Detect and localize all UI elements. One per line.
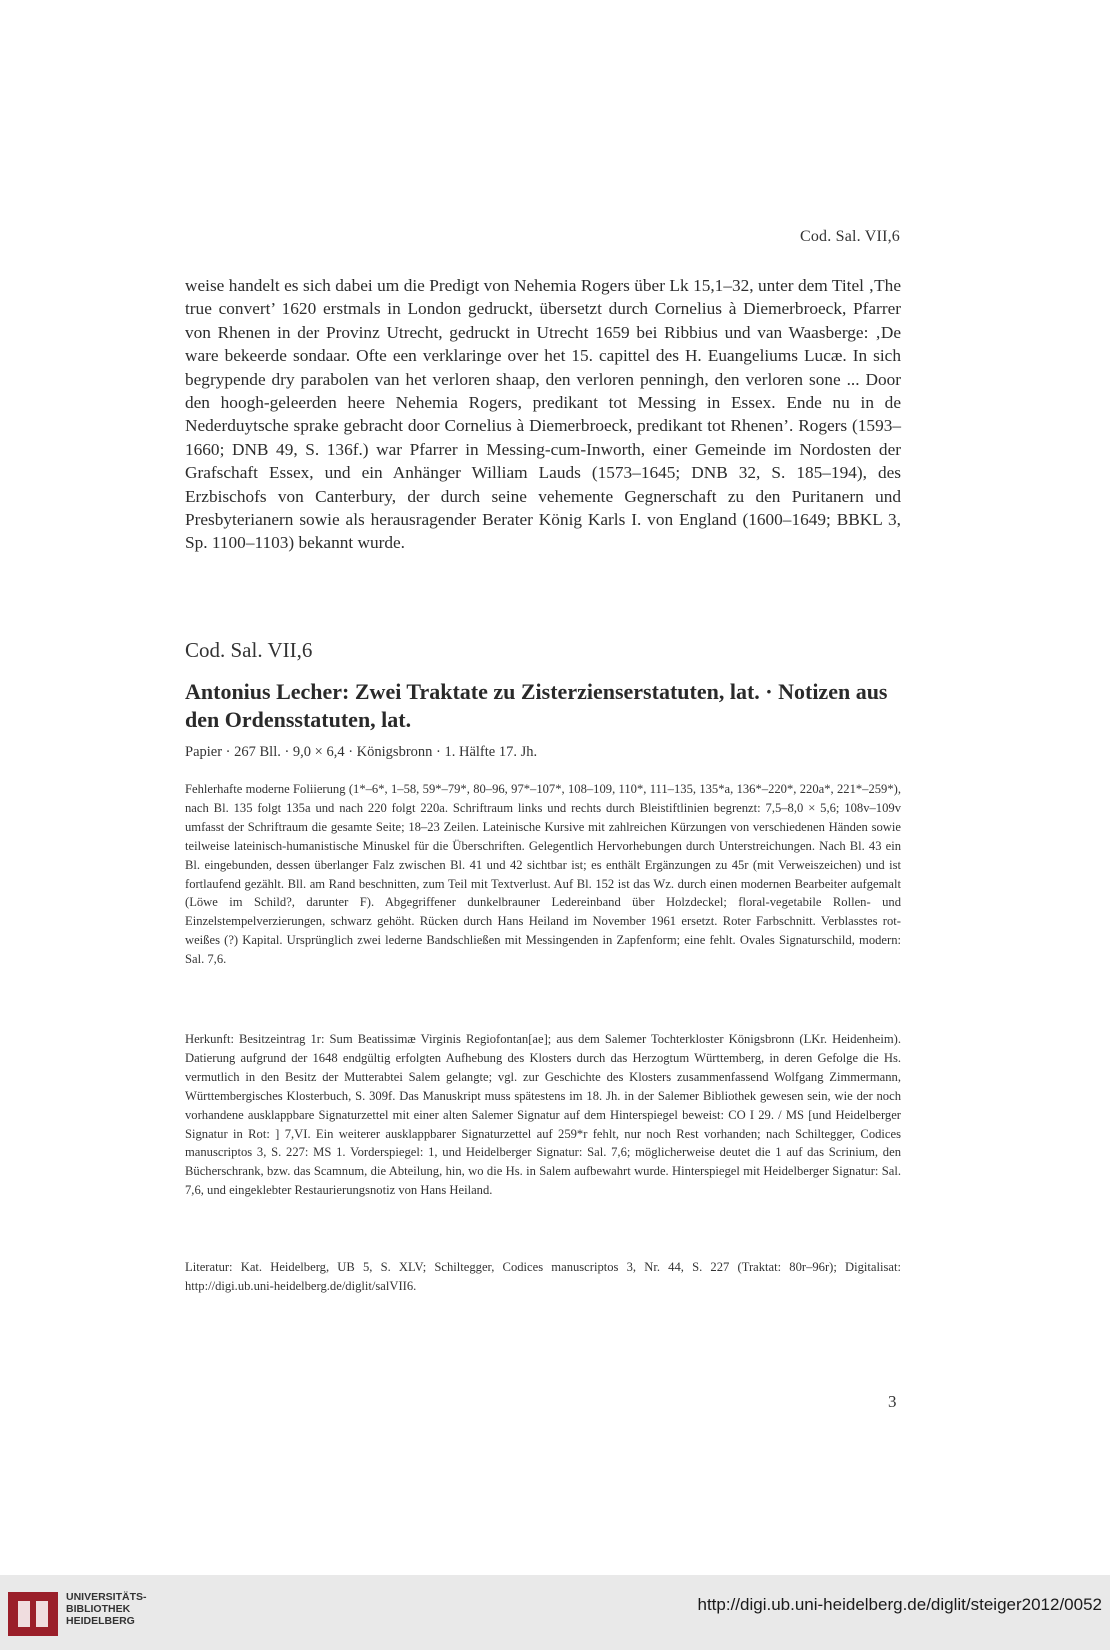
library-name-line1: UNIVERSITÄTS- — [66, 1591, 147, 1603]
catalog-title: Antonius Lecher: Zwei Traktate zu Zisterzienserstatuten, lat. · Notizen aus den Ordensstatuten, lat. — [185, 679, 888, 732]
intro-text: weise handelt es sich dabei um die Predigt von Nehemia Rogers über Lk 15,1–32, unter dem Titel ‚The true convert’ 1620 erstmals in London gedruckt, übersetzt durch Cornelius à Diemerbroeck, Pfarrer von Rhenen in der Provinz Utrecht, gedruckt in Utrecht 1659 bei Ribbius und van Waasberge: ‚De ware bekeerde sondaar. Ofte een verklaringe over het 15. capittel des H. Euangeliums Lucæ. In sich begrypende dry parabolen van het verloren shaap, den verloren penningh, den verloren sone ... Door den hoogh-geleerden heere Nehemia Rogers, predikant tot Messing in Essex. Ende nu in de Nederduytsche sprake gebracht door Cornelius à Diemerbroeck, predikant tot Rhenen’. Rogers (1593–1660; DNB 49, S. 136f.) war Pfarrer in Messing-cum-Inworth, einer Gemeinde im Nordosten der Grafschaft Essex, und ein Anhänger William Lauds (1573–1645; DNB 32, S. 185–194), des Erzbischofs von Canterbury, der durch seine vehemente Gegnerschaft zu den Puritanern und Presbyterianern sowie als herausragender Berater König Karls I. von England (1600–1649; BBKL 3, Sp. 1100–1103) bekannt wurde. — [185, 276, 901, 553]
page-number: 3 — [888, 1392, 897, 1411]
provenance-section — [185, 1030, 901, 1200]
library-logo-icon — [8, 1592, 58, 1636]
literature-text: Literatur: Kat. Heidelberg, UB 5, S. XLV; Schiltegger, Codices manuscriptos 3, Nr. 44, S. 227 (Traktat: 80r–96r); Digitalisat: http://digi.ub.uni-heidelberg.de/diglit/salVII6. — [185, 1260, 901, 1293]
catalog-meta: Papier · 267 Bll. · 9,0 × 6,4 · Königsbronn · 1. Hälfte 17. Jh. — [185, 744, 538, 760]
description-text: Fehlerhafte moderne Foliierung (1*–6*, 1–58, 59*–79*, 80–96, 97*–107*, 108–109, 110*, 111–135, 135*a, 136*–220*, 220a*, 221*–259*), nach Bl. 135 folgt 135a und nach 220 folgt 220a. Schriftraum links und rechts durch Bleistiftlinien begrenzt: 7,5–8,0 × 5,6; 108v–109v umfasst der Schriftraum die gesamte Seite; 18–23 Zeilen. Lateinische Kursive mit zahlreichen Kürzungen von verschiedenen Händen sowie teilweise lateinisch-humanistische Minuskel für die Überschriften. Gelegentlich Hervorhebungen durch Unterstreichungen. Nach Bl. 43 ein Bl. eingebunden, dessen überlanger Falz zwischen Bl. 41 und 42 sichtbar ist; es enthält Ergänzungen zu 45r (mit Verweiszeichen) und ist fortlaufend gezählt. Bll. am Rand beschnitten, zum Teil mit Textverlust. Auf Bl. 152 ist das Wz. durch einen modernen Bearbeiter aufgemalt (Löwe im Schild?, darunter F). Abgegriffener dunkelbrauner Ledereinband über Holzdeckel; floral-vegetabile Rollen- und Einzelstempelverzierungen, schwarz gehöht. Rücken durch Hans Heiland im November 1961 ersetzt. Roter Farbschnitt. Verblasstes rot-weißes (?) Kapital. Ursprünglich zwei lederne Bandschließen mit Messingenden in Zapfenform; eine fehlt. Ovales Signaturschild, modern: Sal. 7,6. — [185, 782, 901, 967]
provenance-text: Herkunft: Besitzeintrag 1r: Sum Beatissimæ Virginis Regiofontan[ae]; aus dem Salemer Tochterkloster Königsbronn (LKr. Heidenheim). Datierung aufgrund der 1648 endgültig erfolgten Aufhebung des Klosters durch das Herzogtum Württemberg, in deren Gefolge die Hs. vermutlich in den Besitz der Mutterabtei Salem gelangte; vgl. zur Geschichte des Klosters zusammenfassend Wolfgang Zimmermann, Württembergisches Klosterbuch, S. 309f. Das Manuskript muss spätestens im 18. Jh. in der Salemer Bibliothek gewesen sein, wie der noch vorhandene ausklappbare Signaturzettel mit einer alten Salemer Signatur auf dem Hinterspiegel beweist: CO I 29. / MS [und Heidelberger Signatur in Rot: ] 7,VI. Ein weiterer ausklappbarer Signaturzettel auf 259*r fehlt, nur noch Rest vorhanden; nach Schiltegger, Codices manuscriptos 3, S. 227: MS 1. Vorderspiegel: 1, und Heidelberger Signatur: Sal. 7,6; möglicherweise deutet die 1 auf das Scrinium, den Bücherschrank, bzw. das Scamnum, die Abteilung, hin, wo die Hs. in Salem aufbewahrt wurde. Hinterspiegel mit Heidelberger Signatur: Sal. 7,6, und eingeklebter Restaurierungsnotiz von Hans Heiland. — [185, 1032, 901, 1198]
catalog-signature: Cod. Sal. VII,6 — [185, 638, 313, 662]
library-name-line3: HEIDELBERG — [66, 1615, 135, 1627]
library-name-line2: BIBLIOTHEK — [66, 1603, 131, 1615]
permalink-url[interactable]: http://digi.ub.uni-heidelberg.de/diglit/steiger2012/0052 — [697, 1595, 1102, 1614]
physical-description — [185, 780, 901, 969]
library-name — [66, 1591, 147, 1627]
footer-bar — [0, 1575, 1110, 1650]
running-head: Cod. Sal. VII,6 — [799, 228, 900, 245]
literature-section — [185, 1258, 901, 1296]
intro-paragraph — [185, 274, 901, 555]
